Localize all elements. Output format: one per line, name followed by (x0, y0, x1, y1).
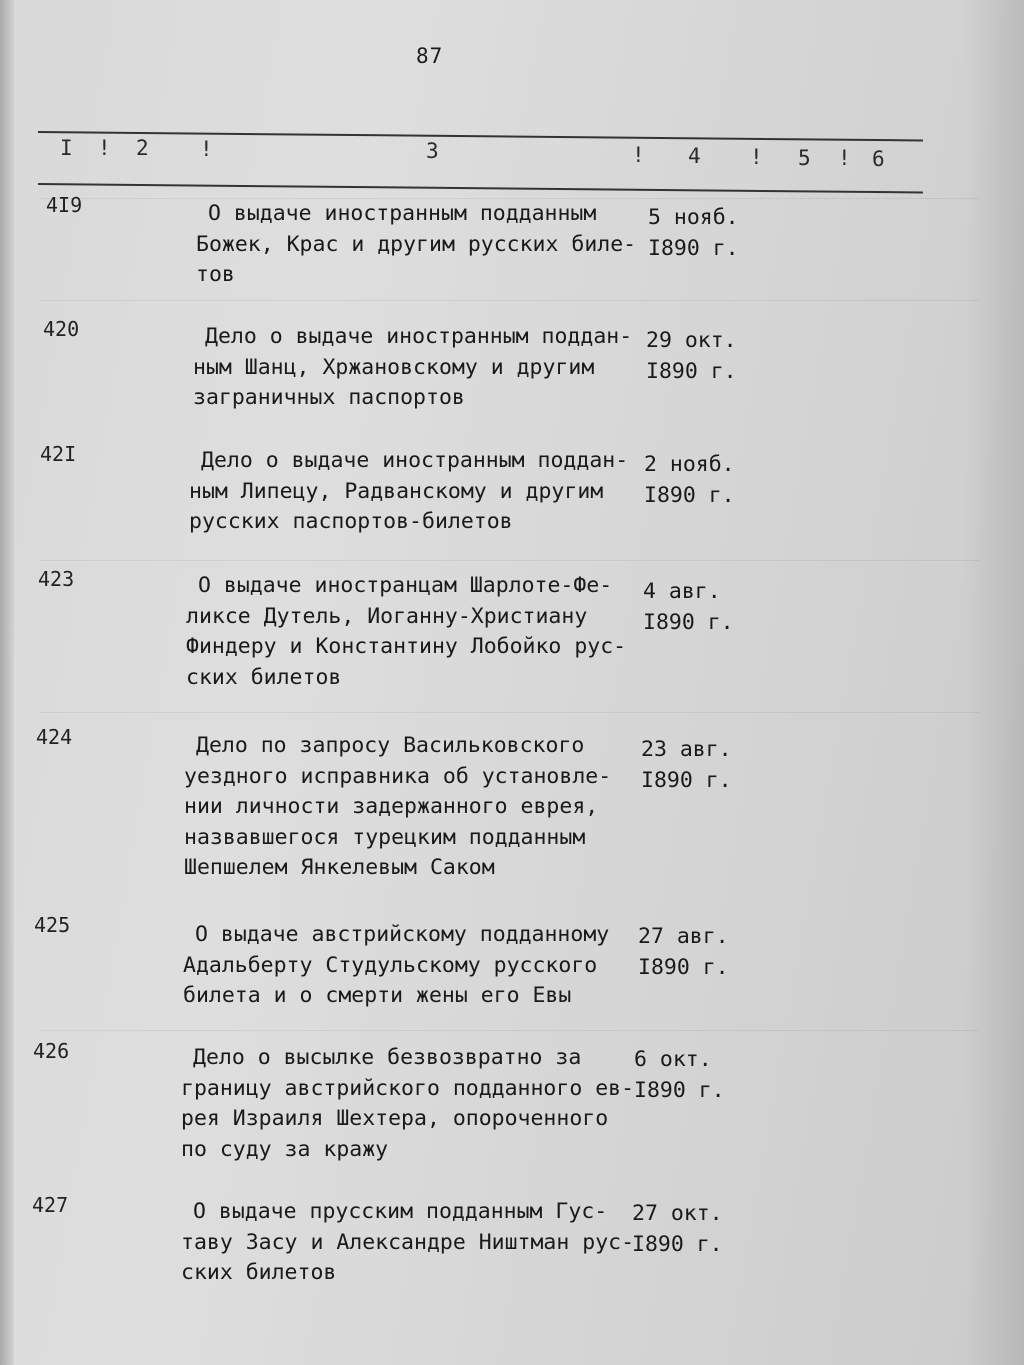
entry-date (638, 922, 729, 983)
entry-number: 426 (33, 1039, 70, 1063)
entry-date (646, 326, 737, 387)
entry-date-line: 2 нояб. (644, 452, 735, 477)
entry-title (193, 322, 632, 414)
entry-title-line: Финдеру и Константину Лобойко рус- (186, 634, 627, 659)
entry-title-line: Дело о выдаче иностранным поддан- (201, 448, 629, 473)
entry-date-line: I890 г. (634, 1077, 725, 1103)
column-separator: ! (838, 146, 851, 170)
entry-title-line: заграничных паспортов (193, 385, 465, 410)
entry-number: 425 (34, 913, 71, 937)
column-separator: ! (750, 145, 763, 169)
entry-date-line: 27 окт. (632, 1201, 723, 1226)
entry-date-line: 4 авг. (643, 579, 721, 604)
entry-number: 423 (38, 567, 75, 591)
entry-title-line: нии личности задержанного еврея, (184, 794, 599, 819)
entry-date-line: I890 г. (646, 358, 737, 384)
entry-date-line: I890 г. (643, 609, 734, 635)
entry-date (632, 1199, 723, 1260)
entry-title-line: Дело по запросу Васильковского (196, 733, 585, 758)
page-number: 87 (416, 44, 444, 68)
entry-date-line: 27 авг. (638, 924, 729, 949)
column-header-3: 3 (426, 139, 439, 163)
entry-date-line: I890 г. (648, 235, 739, 261)
entry-title-line: О выдаче иностранцам Шарлоте-Фе- (198, 573, 613, 598)
entry-title (181, 1043, 634, 1165)
entry-title-line: ликсе Дутель, Иоганну-Христиану (186, 603, 588, 629)
entry-title-line: тов (196, 262, 235, 287)
entry-date-line: 5 нояб. (648, 205, 739, 230)
entry-date (643, 577, 734, 638)
column-header-5: 5 (798, 146, 811, 170)
entry-date-line: I890 г. (641, 767, 732, 793)
entry-title-line: билета и о смерти жены его Евы (183, 983, 572, 1008)
entry-title-line: Дело о выдаче иностранным поддан- (205, 324, 633, 349)
entry-title-line: Шепшелем Янкелевым Саком (184, 855, 495, 880)
column-separator: ! (632, 143, 645, 167)
show-through-line (40, 560, 980, 561)
entry-title-line: Божек, Крас и другим русских биле- (196, 231, 637, 257)
entry-title-line: русских паспортов-билетов (189, 509, 513, 534)
entry-title-line: таву Засу и Александре Ништман рус- (181, 1229, 635, 1255)
column-separator: ! (200, 137, 213, 161)
entry-title (189, 446, 628, 538)
entry-number: 424 (36, 725, 73, 749)
entry-title-line: назвавшегося турецким подданным (184, 824, 586, 850)
entry-number: 4I9 (46, 193, 83, 217)
entry-title-line: О выдаче прусским подданным Гус- (193, 1199, 608, 1224)
column-header-6: 6 (872, 147, 885, 171)
column-separator: ! (98, 136, 111, 160)
entry-title (184, 731, 611, 884)
entry-title-line: рея Израиля Шехтера, опороченного (181, 1106, 609, 1131)
entry-date (644, 450, 735, 511)
entry-title (186, 571, 626, 693)
entry-date-line: 6 окт. (634, 1047, 712, 1072)
entry-title-line: О выдаче иностранным подданным (208, 201, 597, 226)
column-header-4: 4 (688, 144, 701, 168)
page-right-shadow (964, 0, 1024, 1365)
entry-title-line: границу австрийского подданного ев- (181, 1075, 635, 1101)
page-left-edge (0, 0, 14, 1365)
header-rule-bottom (38, 183, 923, 193)
entry-title-line: ских билетов (186, 664, 342, 690)
entry-title (196, 199, 636, 291)
entry-date (648, 203, 739, 264)
entry-title-line: ным Шанц, Хржановскому и другим (193, 354, 595, 380)
entry-date (641, 735, 732, 796)
entry-date-line: I890 г. (632, 1231, 723, 1257)
header-rule-top (38, 131, 923, 141)
entry-date-line: I890 г. (644, 482, 735, 508)
show-through-line (40, 1030, 980, 1031)
entry-title-line: Адальберту Студульскому русского (183, 952, 598, 978)
entry-date (634, 1045, 725, 1106)
entry-number: 42I (40, 442, 77, 466)
entry-date-line: I890 г. (638, 954, 729, 980)
entry-number: 420 (43, 317, 80, 341)
column-header-1: I (60, 136, 73, 160)
entry-number: 427 (32, 1193, 69, 1217)
entry-title-line: О выдаче австрийскому подданному (195, 922, 610, 947)
show-through-line (40, 712, 980, 713)
column-header-2: 2 (136, 136, 149, 160)
entry-title (183, 920, 609, 1012)
entry-title-line: ным Липецу, Радванскому и другим (189, 478, 604, 504)
entry-title-line: по суду за кражу (181, 1136, 389, 1162)
entry-title-line: Дело о высылке безвозвратно за (193, 1045, 582, 1070)
show-through-line (40, 300, 980, 301)
entry-date-line: 23 авг. (641, 737, 732, 762)
entry-title (181, 1197, 634, 1289)
entry-title-line: уездного исправника об установле- (184, 763, 612, 789)
entry-title-line: ских билетов (181, 1260, 337, 1285)
entry-date-line: 29 окт. (646, 328, 737, 353)
